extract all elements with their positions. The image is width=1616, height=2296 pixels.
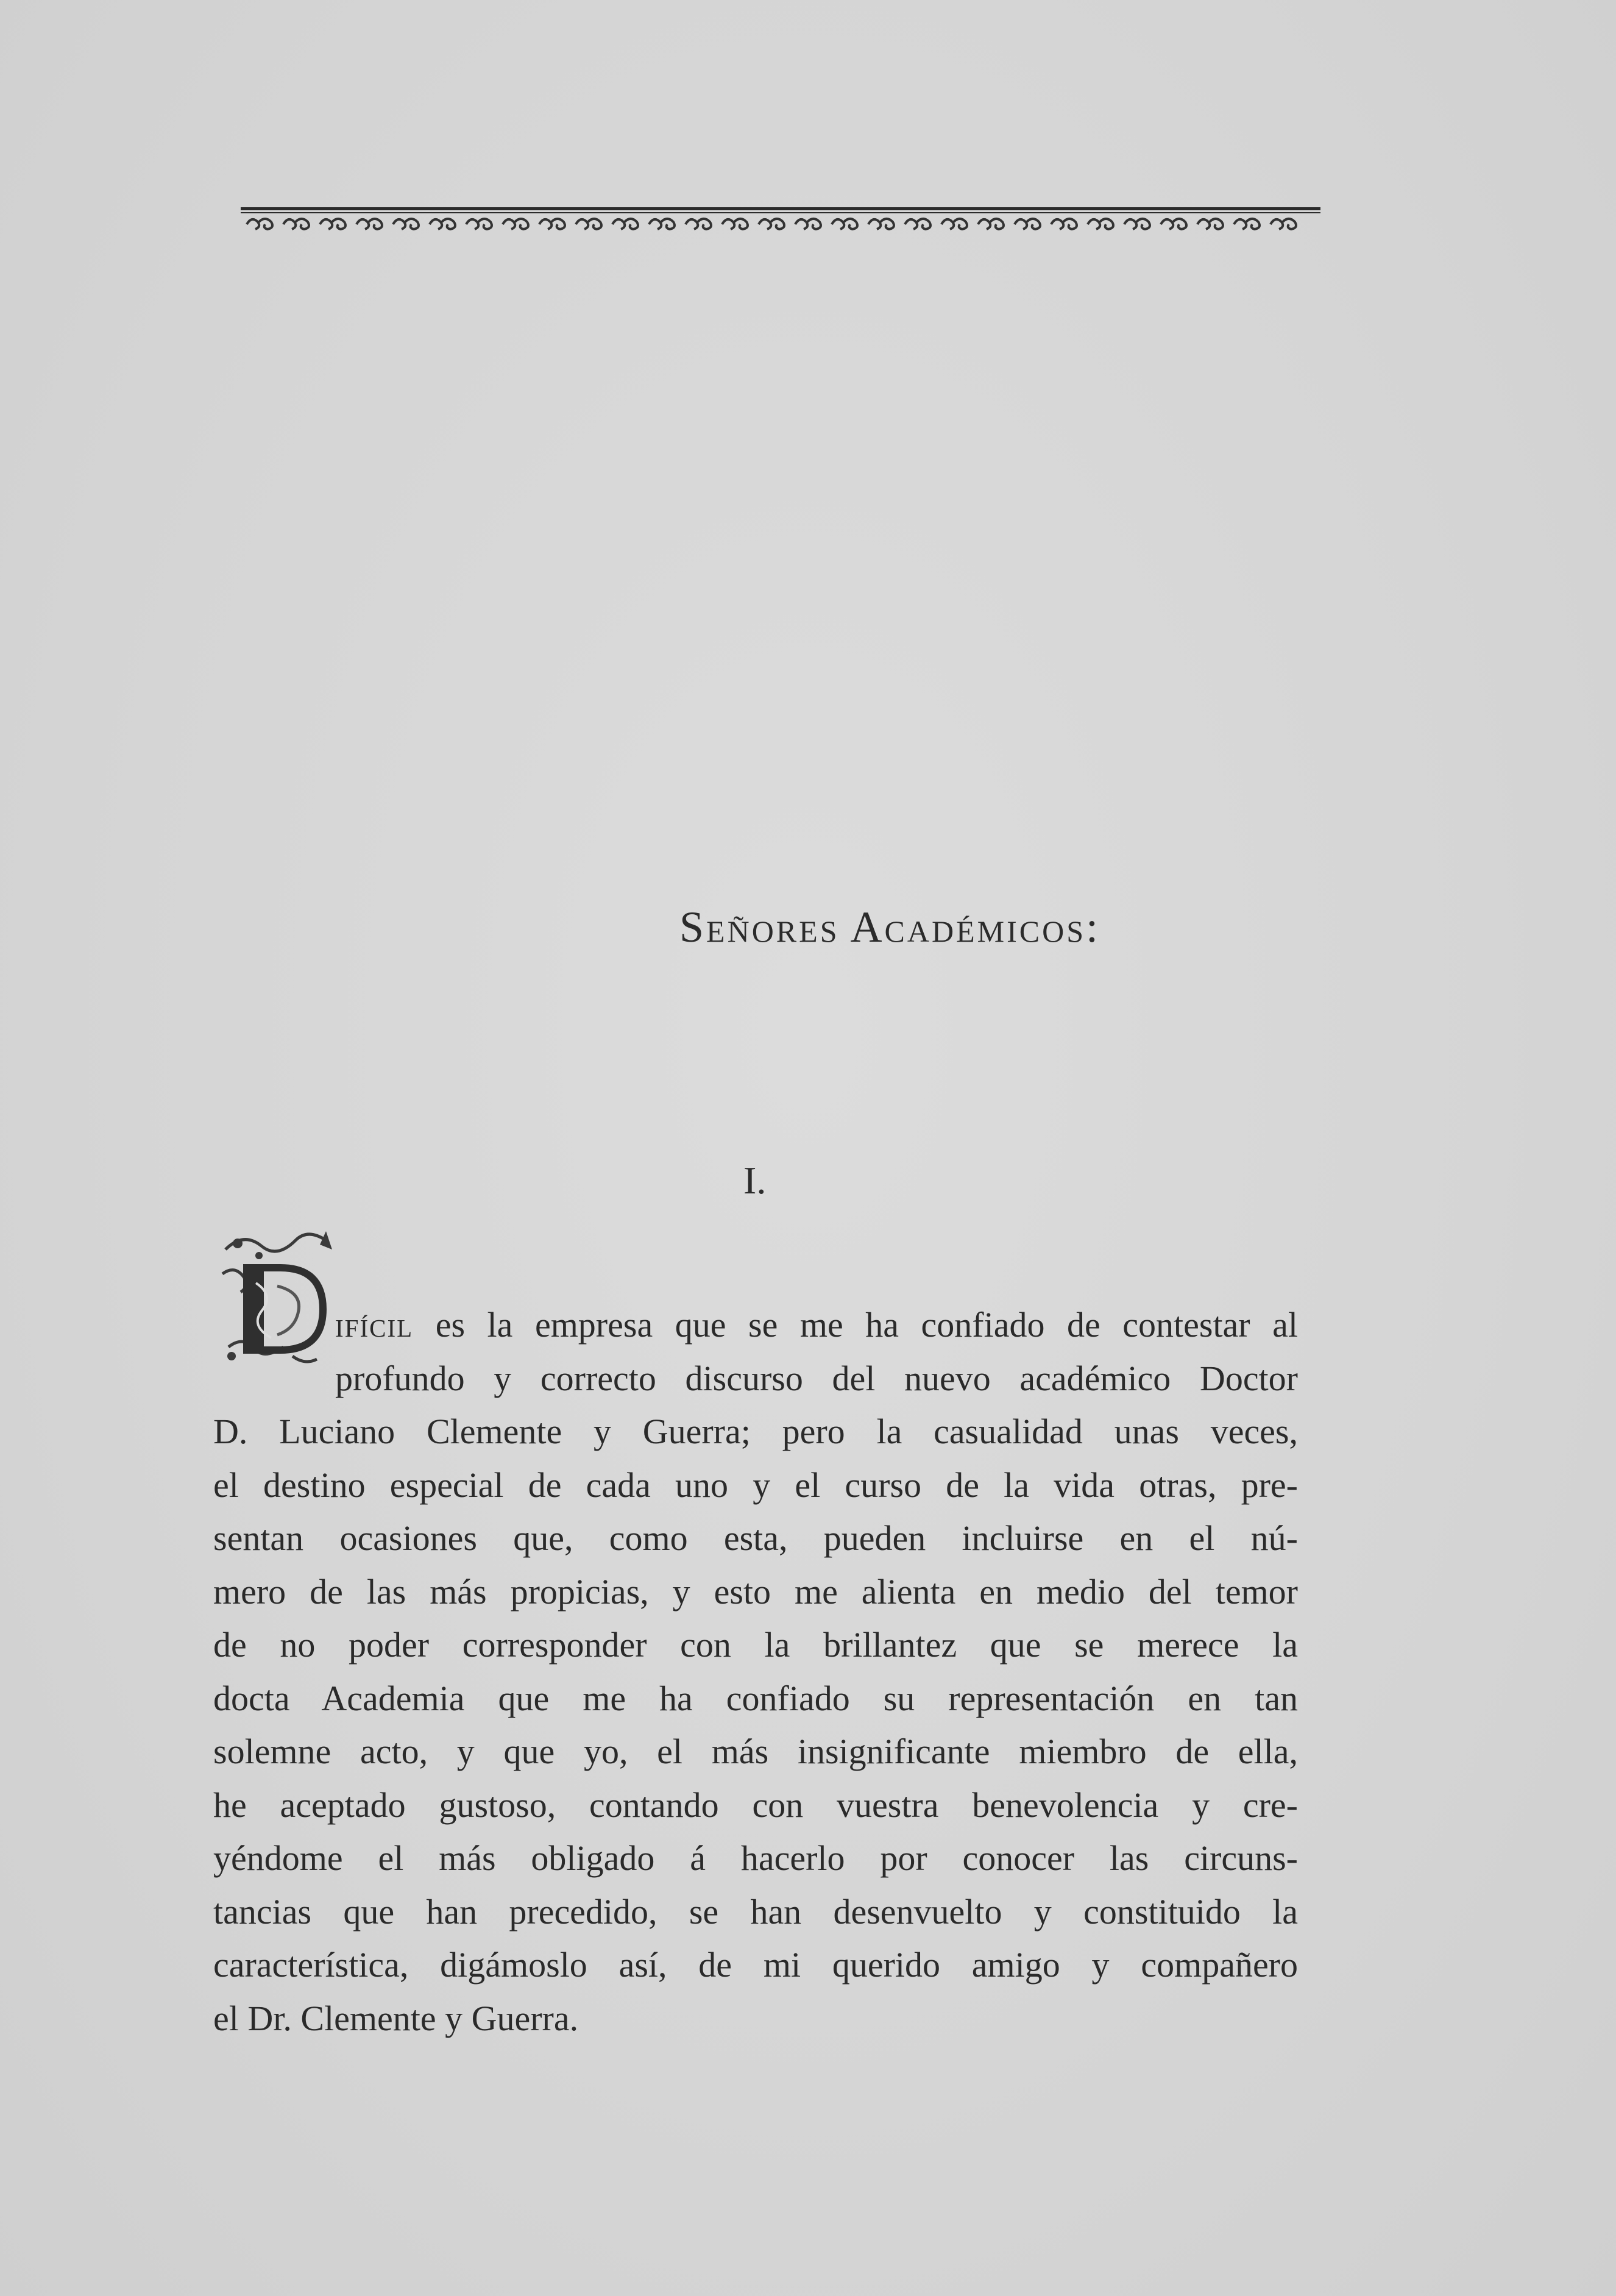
scroll-ornament-icon xyxy=(1015,219,1040,229)
scroll-ornament-icon xyxy=(978,219,1004,229)
scroll-ornament-icon xyxy=(283,219,309,229)
scroll-ornament-icon xyxy=(1270,219,1296,229)
text-line: característica, digámoslo así, de mi querido amigo y compañero xyxy=(213,1945,1298,1985)
text-line: sentan ocasiones que, como esta, pueden incluirse en el nú- xyxy=(213,1518,1298,1558)
text-line: de no poder corresponder con la brillantez que se merece la xyxy=(213,1625,1298,1665)
scroll-ornament-icon xyxy=(649,219,675,229)
section-number: I. xyxy=(743,1159,767,1202)
text-line: ifícil es la empresa que se me ha confiado de contestar al xyxy=(335,1305,1299,1345)
scroll-ornament-icon xyxy=(686,219,711,229)
text-line: solemne acto, y que yo, el más insignificante miembro de ella, xyxy=(213,1732,1298,1771)
text-line: he aceptado gustoso, contando con vuestra benevolencia y cre- xyxy=(213,1785,1298,1825)
scroll-ornament-icon xyxy=(1051,219,1077,229)
text-line: tancias que han precedido, se han desenvuelto y constituido la xyxy=(213,1891,1298,1932)
scroll-ornament-icon xyxy=(1234,219,1260,229)
text-line: docta Academia que me ha confiado su representación en tan xyxy=(213,1678,1298,1718)
scroll-ornament-icon xyxy=(612,219,638,229)
scroll-ornament-icon xyxy=(832,219,857,229)
scroll-ornament-icon xyxy=(795,219,821,229)
scroll-ornament-icon xyxy=(576,219,601,229)
scroll-ornament-icon xyxy=(1197,219,1223,229)
scroll-ornament-icon xyxy=(430,219,455,229)
scroll-ornament-icon xyxy=(247,219,272,229)
body-paragraph xyxy=(213,1298,1298,2045)
scroll-ornament-icon xyxy=(722,219,748,229)
text-line: yéndome el más obligado á hacerlo por conocer las circuns- xyxy=(213,1838,1298,1878)
text-line: profundo y correcto discurso del nuevo académico Doctor xyxy=(335,1358,1298,1398)
scroll-ornament-icon xyxy=(466,219,492,229)
scroll-ornament-icon xyxy=(905,219,930,229)
salutation-heading: Señores Académicos: xyxy=(679,903,1101,951)
scroll-ornament-icon xyxy=(941,219,967,229)
scroll-ornament-icon xyxy=(759,219,784,229)
scroll-ornament-icon xyxy=(503,219,528,229)
text-line: el Dr. Clemente y Guerra. xyxy=(213,1998,579,2038)
text-line: mero de las más propicias, y esto me alienta en medio del temor xyxy=(213,1571,1298,1612)
scroll-ornament-icon xyxy=(1124,219,1150,229)
scroll-ornament-icon xyxy=(320,219,346,229)
header-ornament xyxy=(241,206,1320,243)
text-line: D. Luciano Clemente y Guerra; pero la casualidad unas veces, xyxy=(213,1412,1298,1451)
ornament-rule-icon xyxy=(241,206,1320,243)
lead-smallcaps: ifícil xyxy=(335,1305,414,1345)
scroll-ornament-icon xyxy=(539,219,565,229)
scroll-ornament-icon xyxy=(393,219,419,229)
text-line: el destino especial de cada uno y el curso de la vida otras, pre- xyxy=(213,1465,1298,1505)
scroll-ornament-icon xyxy=(1161,219,1186,229)
scroll-ornament-icon xyxy=(1088,219,1113,229)
scroll-ornament-icon xyxy=(868,219,894,229)
scroll-ornament-icon xyxy=(356,219,382,229)
